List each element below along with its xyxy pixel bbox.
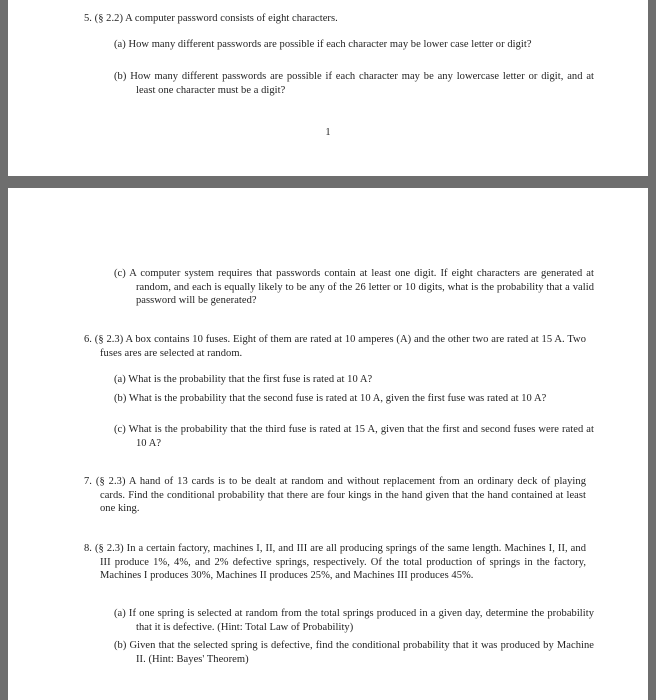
- problem-5-intro: 5. (§ 2.2) A computer password consists of eight characters.: [84, 13, 338, 24]
- problem-6-part-c: (c) What is the probability that the third fuse is rated at 15 A, given that the first and second fuses were rated at 10 A?: [114, 424, 594, 449]
- document-page-2: [8, 188, 648, 700]
- document-page-1: [8, 0, 648, 176]
- problem-7-intro: 7. (§ 2.3) A hand of 13 cards is to be dealt at random and without replacement from an ordinary deck of playing cards. Find the conditional probability that there are four kings in the hand given that the hand contained at least one king.: [84, 476, 586, 514]
- problem-6-intro: 6. (§ 2.3) A box contains 10 fuses. Eight of them are rated at 10 amperes (A) and the other two are rated at 15 A. Two fuses ares are selected at random.: [84, 334, 586, 359]
- problem-8-part-b: (b) Given that the selected spring is defective, find the conditional probability that it was produced by Machine II. (Hint: Bayes' Theorem): [114, 640, 594, 665]
- problem-8-part-a: (a) If one spring is selected at random from the total springs produced in a given day, determine the probability that it is defective. (Hint: Total Law of Probability): [114, 608, 594, 633]
- problem-5-part-c: (c) A computer system requires that passwords contain at least one digit. If eight characters are generated at random, and each is equally likely to be any of the 26 letter or 10 digits, what is the probability that a valid password will be generated?: [114, 268, 594, 306]
- page-number: 1: [325, 127, 331, 138]
- problem-6-part-a: (a) What is the probability that the first fuse is rated at 10 A?: [114, 374, 373, 385]
- problem-8-intro: 8. (§ 2.3) In a certain factory, machines I, II, and III are all producing springs of the same length. Machines I, II, and III produce 1%, 4%, and 2% defective springs, respectively. Of the total production of springs in the factory, Machines I produces 30%, Machines II produces 25%, and Machines III produces 45%.: [84, 543, 586, 581]
- problem-5-part-b: (b) How many different passwords are possible if each character may be any lowercase letter or digit, and at least one character must be a digit?: [114, 71, 594, 96]
- problem-6-part-b: (b) What is the probability that the second fuse is rated at 10 A, given the first fuse was rated at 10 A?: [114, 393, 547, 404]
- problem-5-part-a: (a) How many different passwords are possible if each character may be lower case letter or digit?: [114, 39, 532, 50]
